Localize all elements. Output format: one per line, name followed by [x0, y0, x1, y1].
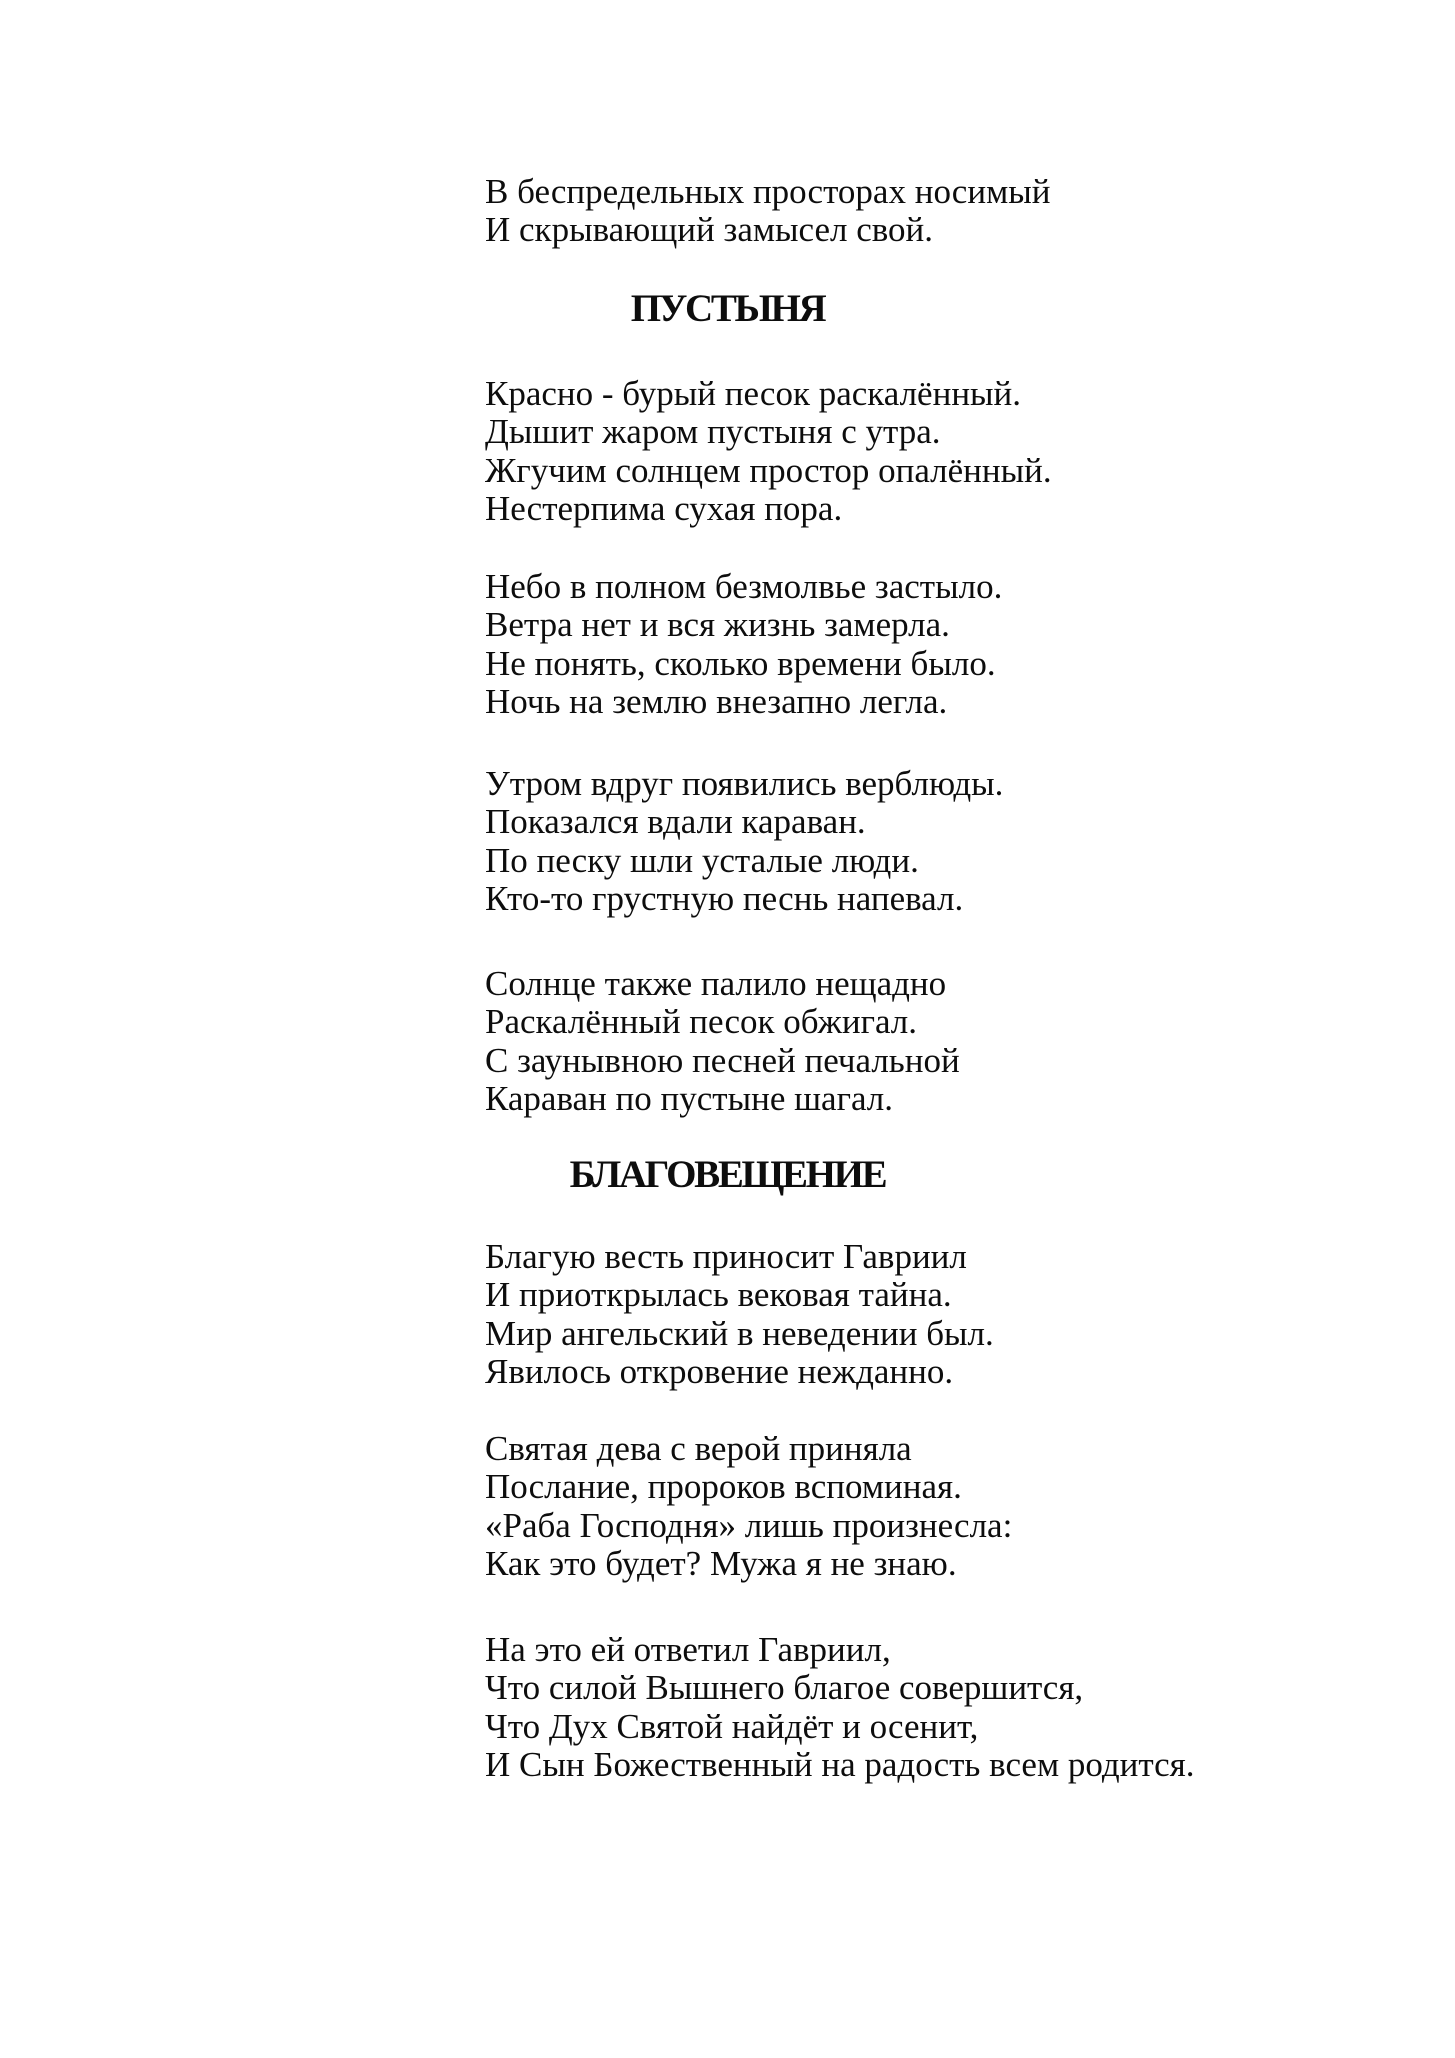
poem-line: В беспредельных просторах носимый — [485, 172, 1051, 211]
poem-line: Утром вдруг появились верблюды. — [485, 764, 1004, 803]
poem-line: Как это будет? Мужа я не знаю. — [485, 1544, 957, 1584]
poem-line: Караван по пустыне шагал. — [485, 1079, 894, 1119]
poem-line: Жгучим солнцем простор опалённый. — [485, 450, 1052, 490]
poem-line: Святая дева с верой приняла — [485, 1429, 912, 1468]
poem-line: Раскалённый песок обжигал. — [485, 1002, 917, 1042]
poem-line: Красно - бурый песок раскалённый. — [485, 374, 1022, 413]
pustynya-stanza-2 — [485, 568, 1002, 722]
poem-line: По песку шли усталые люди. — [485, 840, 919, 880]
intro-stanza — [485, 173, 1050, 250]
pustynya-stanza-4 — [485, 965, 960, 1119]
poem-line: Дышит жаром пустыня с утра. — [485, 412, 941, 452]
blagoveshchenie-stanza-2 — [485, 1430, 1012, 1584]
poem-line: И скрывающий замысел свой. — [485, 210, 934, 250]
poem-line: Что Дух Святой найдёт и осенит, — [485, 1706, 979, 1746]
poem-line: Не понять, сколько времени было. — [485, 643, 996, 683]
poem-line: И Сын Божественный на радость всем родится. — [485, 1745, 1195, 1785]
poem-line: И приоткрылась вековая тайна. — [485, 1275, 952, 1315]
poem-line: Мир ангельский в неведении был. — [485, 1313, 994, 1353]
poem-line: Солнце также палило нещадно — [485, 964, 947, 1003]
poem-line: Ночь на землю внезапно легла. — [485, 682, 948, 722]
poem-line: Явилось откровение нежданно. — [485, 1352, 954, 1392]
poem-line: Небо в полном безмолвье застыло. — [485, 567, 1003, 606]
poem-line: Послание, пророков вспоминая. — [485, 1467, 962, 1507]
blagoveshchenie-stanza-1 — [485, 1238, 994, 1392]
poem-line: «Раба Господня» лишь произнесла: — [485, 1505, 1013, 1545]
poem-line: Благую весть приносит Гавриил — [485, 1237, 967, 1276]
poem-line: Кто-то грустную песнь напевал. — [485, 879, 964, 919]
section-heading-blagoveshchenie: БЛАГОВЕЩЕНИЕ — [569, 1153, 886, 1196]
blagoveshchenie-stanza-3 — [485, 1631, 1195, 1785]
poem-line: С заунывною песней печальной — [485, 1040, 960, 1080]
pustynya-stanza-3 — [485, 765, 1003, 919]
poem-line: Ветра нет и вся жизнь замерла. — [485, 605, 950, 645]
section-heading-pustynya: ПУСТЫНЯ — [630, 287, 825, 330]
poem-line: Нестерпима сухая пора. — [485, 489, 843, 529]
poem-line: На это ей ответил Гавриил, — [485, 1630, 891, 1669]
pustynya-stanza-1 — [485, 375, 1052, 529]
poem-line: Показался вдали караван. — [485, 802, 866, 842]
poem-line: Что силой Вышнего благое совершится, — [485, 1668, 1084, 1708]
